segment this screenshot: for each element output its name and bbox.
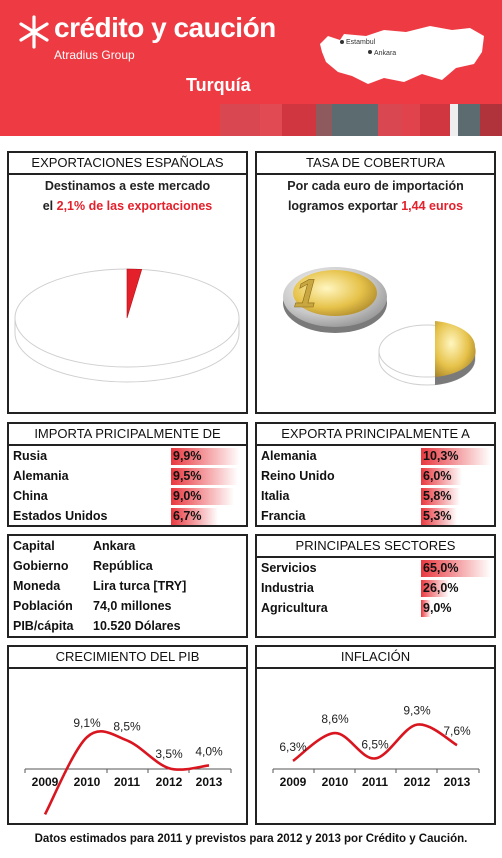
table-row bbox=[261, 447, 490, 467]
data-label: 6,5% bbox=[361, 737, 389, 752]
row-value: 9,0% bbox=[423, 601, 452, 615]
info-row bbox=[13, 559, 153, 579]
info-value: Lira turca [TRY] bbox=[93, 579, 187, 593]
coverage-value: 1,44 euros bbox=[401, 199, 464, 213]
country-title: Turquía bbox=[186, 75, 251, 95]
table-row bbox=[13, 507, 242, 527]
row-name: Francia bbox=[261, 509, 306, 523]
sectors-panel bbox=[255, 534, 496, 638]
euro-coin-icon bbox=[257, 221, 494, 411]
row-value: 6,7% bbox=[173, 509, 202, 523]
row-name: Alemania bbox=[13, 469, 69, 483]
info-row bbox=[13, 599, 172, 619]
turkey-map-icon bbox=[314, 22, 490, 90]
row-name: Estados Unidos bbox=[13, 509, 108, 523]
table-row bbox=[13, 447, 242, 467]
row-value: 5,3% bbox=[423, 509, 452, 523]
exports-panel-line1: Destinamos a este mercado bbox=[44, 179, 211, 193]
x-tick-label: 2009 bbox=[31, 775, 59, 789]
data-label: 7,6% bbox=[443, 724, 471, 739]
row-value: 5,8% bbox=[423, 489, 452, 503]
row-value: 6,0% bbox=[423, 469, 452, 483]
gdp-chart-panel bbox=[7, 645, 248, 825]
pie-ellipse-side bbox=[15, 318, 239, 382]
info-value: 10.520 Dólares bbox=[93, 619, 181, 633]
x-tick-label: 2013 bbox=[443, 775, 471, 789]
footer-note: Datos estimados para 2011 y previstos para 2012 y 2013 por Crédito y Caución. bbox=[34, 833, 468, 845]
inflation-line-chart bbox=[257, 669, 494, 825]
table-row bbox=[261, 467, 490, 487]
row-value: 65,0% bbox=[423, 561, 459, 575]
x-tick-label: 2009 bbox=[279, 775, 307, 789]
row-name: Rusia bbox=[13, 449, 48, 463]
info-label: Gobierno bbox=[13, 559, 69, 573]
exports-pie-chart bbox=[9, 221, 246, 411]
row-name: Industria bbox=[261, 581, 314, 595]
row-name: Servicios bbox=[261, 561, 317, 575]
pie-slice-turkey bbox=[127, 269, 142, 318]
exports-panel-line2: el 2,1% de las exportaciones bbox=[42, 199, 213, 213]
x-tick-label: 2011 bbox=[361, 775, 389, 789]
x-tick-label: 2011 bbox=[113, 775, 141, 789]
row-name: Agricultura bbox=[261, 601, 328, 615]
table-row bbox=[13, 487, 242, 507]
row-value: 9,9% bbox=[173, 449, 202, 463]
brand-star-icon bbox=[16, 14, 52, 50]
x-tick-label: 2012 bbox=[403, 775, 431, 789]
x-tick-label: 2010 bbox=[321, 775, 349, 789]
data-label: 9,3% bbox=[403, 703, 431, 718]
exports-to-panel-title: EXPORTA PRINCIPALMENTE A bbox=[257, 424, 494, 446]
info-row bbox=[13, 539, 136, 559]
row-name: China bbox=[13, 489, 48, 503]
data-label: 6,3% bbox=[279, 739, 307, 754]
gdp-chart-title: CRECIMIENTO DEL PIB bbox=[9, 647, 246, 669]
brand-name: crédito y caución bbox=[54, 12, 276, 43]
exports-share-value: 2,1% de las exportaciones bbox=[56, 199, 213, 213]
table-row bbox=[261, 599, 490, 619]
data-label: 8,5% bbox=[113, 719, 141, 734]
imports-panel-title: IMPORTA PRICIPALMENTE DE bbox=[9, 424, 246, 446]
x-tick-label: 2010 bbox=[73, 775, 101, 789]
country-info-panel bbox=[7, 534, 248, 638]
row-name: Reino Unido bbox=[261, 469, 335, 483]
svg-text:1: 1 bbox=[289, 270, 324, 316]
inflation-chart-panel bbox=[255, 645, 496, 825]
header-stripes bbox=[220, 104, 502, 136]
map-city-istanbul: Estambul bbox=[346, 39, 376, 46]
data-label: 4,0% bbox=[195, 744, 223, 759]
coverage-panel-line1: Por cada euro de importación bbox=[287, 179, 464, 193]
row-name: Italia bbox=[261, 489, 290, 503]
data-label: 9,1% bbox=[73, 716, 101, 731]
info-row bbox=[13, 619, 181, 639]
info-value: 74,0 millones bbox=[93, 599, 172, 613]
info-label: Población bbox=[13, 599, 73, 613]
data-label: 3,5% bbox=[155, 747, 183, 762]
table-row bbox=[13, 467, 242, 487]
header bbox=[0, 0, 502, 136]
row-value: 9,5% bbox=[173, 469, 202, 483]
exports-panel-title: EXPORTACIONES ESPAÑOLAS bbox=[9, 153, 246, 175]
coverage-panel bbox=[255, 151, 496, 414]
row-value: 10,3% bbox=[423, 449, 459, 463]
info-label: PIB/cápita bbox=[13, 619, 74, 633]
inflation-chart-title: INFLACIÓN bbox=[257, 647, 494, 669]
brand-group: Atradius Group bbox=[54, 48, 135, 62]
table-row bbox=[261, 487, 490, 507]
data-label: 8,6% bbox=[321, 712, 349, 727]
table-row bbox=[261, 507, 490, 527]
row-value: 9,0% bbox=[173, 489, 202, 503]
info-value: República bbox=[93, 559, 153, 573]
info-value: Ankara bbox=[93, 539, 136, 553]
row-name: Alemania bbox=[261, 449, 317, 463]
sectors-panel-title: PRINCIPALES SECTORES bbox=[257, 536, 494, 558]
table-row bbox=[261, 579, 490, 599]
imports-panel bbox=[7, 422, 248, 527]
x-tick-label: 2012 bbox=[155, 775, 183, 789]
gdp-line-chart bbox=[9, 669, 246, 825]
x-tick-label: 2013 bbox=[195, 775, 223, 789]
info-row bbox=[13, 579, 187, 599]
info-label: Capital bbox=[13, 539, 55, 553]
row-value: 26,0% bbox=[423, 581, 459, 595]
table-row bbox=[261, 559, 490, 579]
series-line bbox=[45, 731, 209, 814]
map-city-ankara: Ankara bbox=[374, 50, 397, 57]
info-label: Moneda bbox=[13, 579, 61, 593]
exports-panel bbox=[7, 151, 248, 414]
exports-to-panel bbox=[255, 422, 496, 527]
coverage-panel-title: TASA DE COBERTURA bbox=[257, 153, 494, 175]
coverage-panel-line2: logramos exportar 1,44 euros bbox=[287, 199, 464, 213]
